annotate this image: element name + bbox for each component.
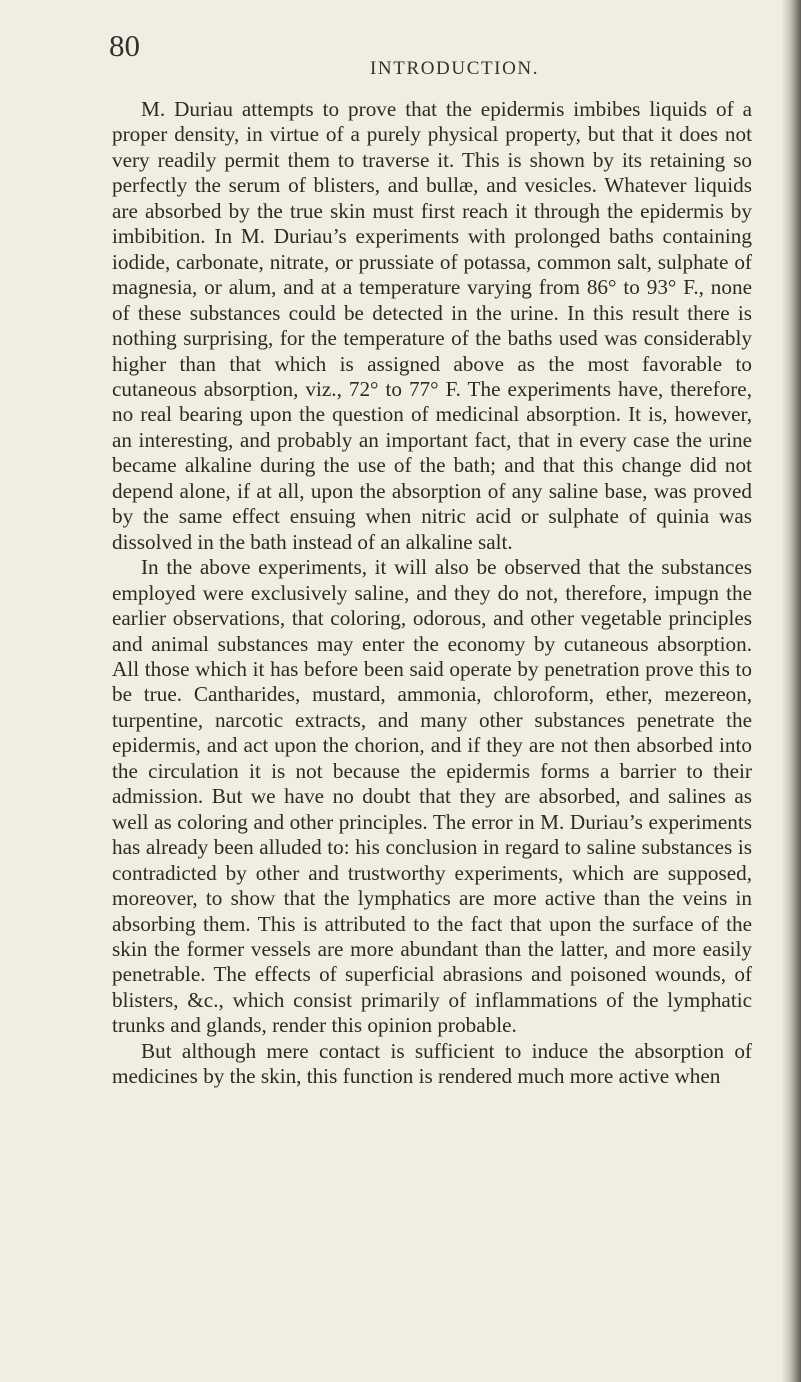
page-number: 80	[109, 28, 140, 63]
running-head: INTRODUCTION.	[370, 58, 540, 79]
page-edge-shadow	[781, 0, 801, 1382]
paragraph-1: M. Duriau attempts to prove that the epidermis imbibes liquids of a proper density, in virtue of a purely physical property, but that it does not very readily permit them to traverse it. This is shown by its retaining so perfectly the serum of blisters, and bullæ, and vesicles. Whatever liquids are absorbed by the true skin must first reach it through the epidermis by imbibition. In M. Duriau’s experiments with prolonged baths containing iodide, carbonate, nitrate, or prussiate of potassa, common salt, sulphate of magnesia, or alum, and at a temperature varying from 86° to 93° F., none of these substances could be detected in the urine. In this result there is nothing surprising, for the temperature of the baths used was considerably higher than that which is assigned above as the most favorable to cutaneous absorption, viz., 72° to 77° F. The experiments have, therefore, no real bearing upon the question of medicinal absorption. It is, however, an interesting, and probably an important fact, that in every case the urine became alkaline during the use of the bath; and that this change did not depend alone, if at all, upon the absorption of any saline base, was proved by the same effect ensuing when nitric acid or sulphate of quinia was dissolved in the bath instead of an alkaline salt.	[112, 97, 752, 554]
paragraph-3: But although mere contact is sufficient to induce the absorption of medicines by the skin, this function is rendered much more active when	[112, 1038, 752, 1089]
paragraph-2: In the above experiments, it will also be observed that the substances employed were exclusively saline, and they do not, therefore, impugn the earlier observations, that coloring, odorous, and other vegetable principles and animal substances may enter the economy by cutaneous absorption. All those which it has before been said operate by penetration prove this to be true. Cantharides, mustard, ammonia, chloroform, ether, mezereon, turpentine, narcotic extracts, and many other substances penetrate the epidermis, and act upon the chorion, and if they are not then absorbed into the circulation it is not because the epidermis forms a barrier to their admission. But we have no doubt that they are absorbed, and salines as well as coloring and other principles. The error in M. Duriau’s experiments has already been alluded to: his conclusion in regard to saline substances is contradicted by other and trustworthy experiments, which are supposed, moreover, to show that the lymphatics are more active than the veins in absorbing them. This is attributed to the fact that upon the surface of the skin the former vessels are more abundant than the latter, and more easily penetrable. The effects of superficial abrasions and poisoned wounds, of blisters, &c., which consist primarily of inflammations of the lymphatic trunks and glands, render this opinion probable.	[112, 555, 752, 1038]
body-text	[112, 97, 752, 1090]
